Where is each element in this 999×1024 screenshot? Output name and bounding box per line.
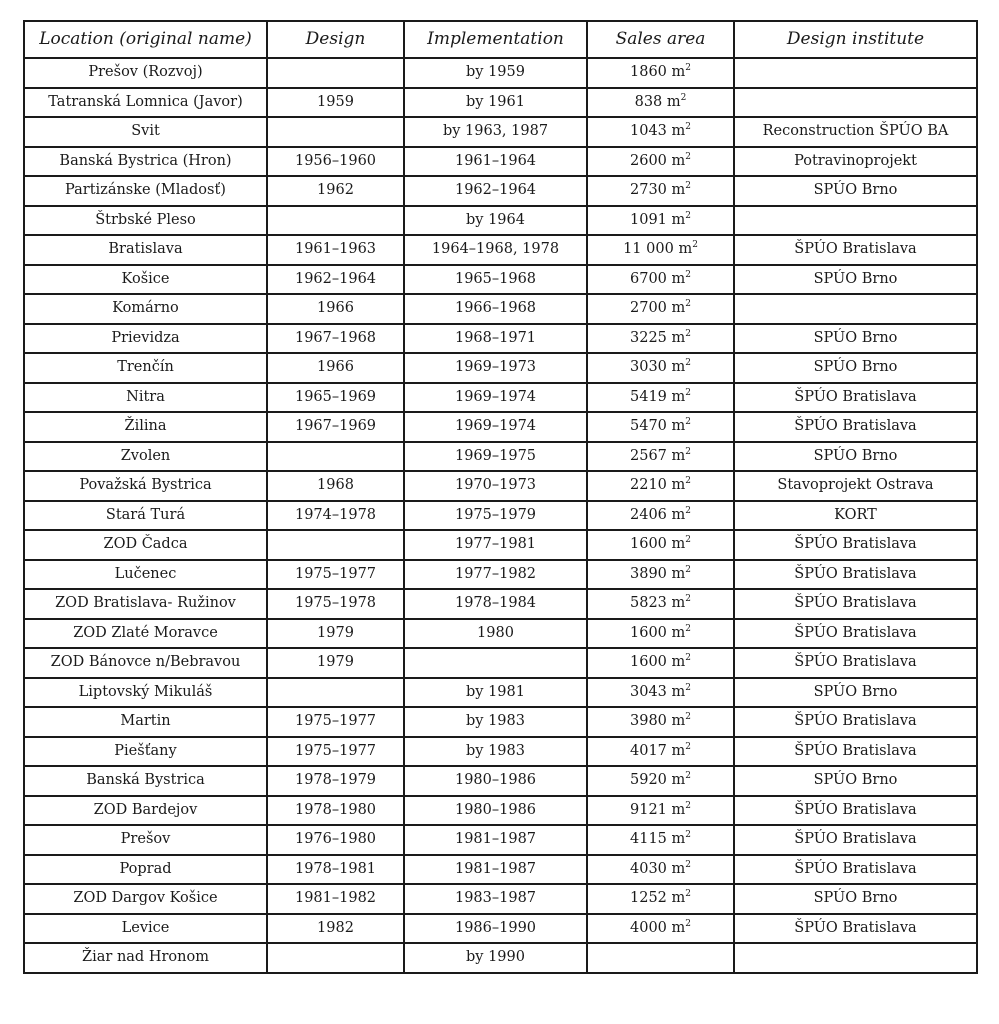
cell-design-institute: ŠPÚO Bratislava	[734, 855, 977, 885]
sales-area-value: 6700	[630, 270, 667, 287]
sales-area-unit-exponent: 2	[685, 535, 691, 546]
header-location: Location (original name)	[24, 21, 267, 58]
cell-sales-area	[587, 648, 734, 678]
sales-area-unit-exponent: 2	[685, 328, 691, 339]
cell-design: 1975–1977	[267, 560, 404, 590]
sales-area-value: 4000	[630, 919, 667, 936]
sales-area-unit: m	[671, 713, 686, 729]
cell-implementation: 1969–1974	[404, 412, 587, 442]
table-row	[24, 265, 977, 295]
cell-implementation: by 1983	[404, 707, 587, 737]
sales-area-unit-exponent: 2	[685, 210, 691, 221]
cell-design: 1959	[267, 88, 404, 118]
sales-area-unit-exponent: 2	[685, 387, 691, 398]
cell-location: Žiar nad Hronom	[24, 943, 267, 973]
sales-area-unit-exponent: 2	[685, 771, 691, 782]
cell-location: Prešov	[24, 825, 267, 855]
sales-area-value: 2600	[630, 152, 667, 169]
table-row	[24, 117, 977, 147]
table-row	[24, 766, 977, 796]
sales-area-value: 9121	[630, 801, 667, 818]
cell-design-institute: SPÚO Brno	[734, 176, 977, 206]
header-sales-area: Sales area	[587, 21, 734, 58]
cell-implementation: 1980–1986	[404, 796, 587, 826]
sales-area-value: 4017	[630, 742, 667, 759]
cell-design	[267, 442, 404, 472]
sales-area-value: 3225	[630, 329, 667, 346]
sales-area-value: 4115	[630, 831, 667, 847]
cell-implementation: by 1983	[404, 737, 587, 767]
cell-design-institute: ŠPÚO Bratislava	[734, 914, 977, 944]
cell-design-institute: ŠPÚO Bratislava	[734, 707, 977, 737]
cell-sales-area	[587, 294, 734, 324]
table-row	[24, 914, 977, 944]
sales-area-unit: m	[671, 270, 686, 287]
cell-sales-area	[587, 324, 734, 354]
table-row	[24, 737, 977, 767]
cell-sales-area	[587, 796, 734, 826]
cell-location: Piešťany	[24, 737, 267, 767]
table-row	[24, 796, 977, 826]
sales-area-unit: m	[671, 211, 686, 228]
sales-area-unit-exponent: 2	[685, 889, 691, 900]
sales-area-unit: m	[671, 624, 686, 641]
cell-design-institute: SPÚO Brno	[734, 766, 977, 796]
cell-implementation: 1968–1971	[404, 324, 587, 354]
sales-area-unit: m	[671, 300, 686, 316]
cell-sales-area	[587, 707, 734, 737]
sales-area-unit: m	[671, 654, 686, 670]
cell-design: 1975–1977	[267, 707, 404, 737]
cell-location: Žilina	[24, 412, 267, 442]
cell-implementation: 1969–1975	[404, 442, 587, 472]
sales-area-unit: m	[666, 93, 681, 110]
cell-design: 1981–1982	[267, 884, 404, 914]
sales-area-value: 3980	[630, 713, 667, 729]
department-stores-table	[23, 20, 978, 974]
cell-sales-area	[587, 412, 734, 442]
cell-design-institute: ŠPÚO Bratislava	[734, 412, 977, 442]
sales-area-value: 5823	[630, 595, 667, 611]
cell-location: Nitra	[24, 383, 267, 413]
sales-area-value: 3043	[630, 683, 667, 700]
cell-design-institute	[734, 88, 977, 118]
cell-location: Bratislava	[24, 235, 267, 265]
cell-implementation: 1969–1974	[404, 383, 587, 413]
table-row	[24, 412, 977, 442]
sales-area-unit-exponent: 2	[685, 417, 691, 428]
sales-area-value: 2700	[630, 300, 667, 316]
sales-area-unit: m	[671, 831, 686, 847]
cell-sales-area	[587, 206, 734, 236]
sales-area-value: 2406	[630, 506, 667, 523]
sales-area-unit-exponent: 2	[692, 240, 698, 251]
cell-design: 1962–1964	[267, 265, 404, 295]
cell-sales-area	[587, 117, 734, 147]
sales-area-unit-exponent: 2	[685, 859, 691, 870]
sales-area-unit-exponent: 2	[685, 682, 691, 693]
sales-area-value: 1091	[630, 211, 667, 228]
sales-area-unit-exponent: 2	[685, 800, 691, 811]
cell-location: Martin	[24, 707, 267, 737]
cell-sales-area	[587, 884, 734, 914]
cell-design: 1976–1980	[267, 825, 404, 855]
sales-area-unit: m	[671, 890, 686, 906]
table-row	[24, 353, 977, 383]
table-row	[24, 88, 977, 118]
sales-area-unit-exponent: 2	[685, 299, 691, 310]
cell-design: 1975–1978	[267, 589, 404, 619]
cell-implementation: 1970–1973	[404, 471, 587, 501]
cell-design-institute	[734, 943, 977, 973]
cell-implementation: 1977–1981	[404, 530, 587, 560]
sales-area-value: 2730	[630, 182, 667, 198]
sales-area-value: 4030	[630, 860, 667, 877]
cell-location: Lučenec	[24, 560, 267, 590]
cell-implementation: 1983–1987	[404, 884, 587, 914]
cell-design-institute: SPÚO Brno	[734, 353, 977, 383]
table-row	[24, 58, 977, 88]
table-row	[24, 530, 977, 560]
cell-sales-area	[587, 766, 734, 796]
sales-area-unit-exponent: 2	[685, 122, 691, 133]
cell-implementation: by 1981	[404, 678, 587, 708]
sales-area-value: 838	[634, 93, 663, 110]
sales-area-unit: m	[671, 595, 686, 611]
table-row	[24, 560, 977, 590]
sales-area-unit-exponent: 2	[680, 92, 687, 103]
sales-area-unit: m	[671, 536, 686, 552]
cell-design: 1967–1969	[267, 412, 404, 442]
cell-location: ZOD Dargov Košice	[24, 884, 267, 914]
cell-implementation: 1969–1973	[404, 353, 587, 383]
cell-location: Svit	[24, 117, 267, 147]
cell-sales-area	[587, 471, 734, 501]
cell-implementation: 1977–1982	[404, 560, 587, 590]
cell-sales-area	[587, 147, 734, 177]
cell-sales-area	[587, 353, 734, 383]
sales-area-value: 3030	[630, 359, 667, 375]
cell-sales-area	[587, 737, 734, 767]
cell-sales-area	[587, 678, 734, 708]
cell-design-institute: SPÚO Brno	[734, 442, 977, 472]
cell-sales-area	[587, 58, 734, 88]
cell-design: 1965–1969	[267, 383, 404, 413]
cell-design	[267, 58, 404, 88]
cell-design	[267, 678, 404, 708]
cell-implementation: 1966–1968	[404, 294, 587, 324]
sales-area-value: 1860	[630, 64, 667, 80]
sales-area-unit-exponent: 2	[685, 741, 691, 752]
cell-design: 1968	[267, 471, 404, 501]
sales-area-unit-exponent: 2	[685, 505, 691, 516]
header-implementation: Implementation	[404, 21, 587, 58]
cell-design-institute: Potravinoprojekt	[734, 147, 977, 177]
cell-sales-area	[587, 501, 734, 531]
cell-location: Košice	[24, 265, 267, 295]
sales-area-unit-exponent: 2	[685, 269, 691, 280]
sales-area-value: 1043	[630, 123, 667, 139]
cell-design-institute: ŠPÚO Bratislava	[734, 796, 977, 826]
table-row	[24, 324, 977, 354]
cell-location: Banská Bystrica (Hron)	[24, 147, 267, 177]
sales-area-value: 1600	[630, 624, 667, 641]
sales-area-unit-exponent: 2	[685, 151, 691, 162]
cell-sales-area	[587, 530, 734, 560]
cell-location: ZOD Zlaté Moravce	[24, 619, 267, 649]
sales-area-unit-exponent: 2	[685, 181, 691, 192]
sales-area-unit: m	[671, 772, 686, 788]
table-row	[24, 383, 977, 413]
sales-area-value: 11 000	[623, 241, 674, 257]
cell-implementation	[404, 648, 587, 678]
cell-sales-area	[587, 235, 734, 265]
table-row	[24, 206, 977, 236]
cell-design-institute: ŠPÚO Bratislava	[734, 648, 977, 678]
cell-location: Zvolen	[24, 442, 267, 472]
cell-design-institute	[734, 206, 977, 236]
cell-sales-area	[587, 825, 734, 855]
sales-area-unit-exponent: 2	[685, 358, 691, 369]
sales-area-unit-exponent: 2	[685, 830, 691, 841]
sales-area-unit: m	[671, 919, 686, 936]
header-design: Design	[267, 21, 404, 58]
cell-sales-area	[587, 589, 734, 619]
sales-area-unit: m	[671, 506, 686, 523]
cell-design: 1978–1980	[267, 796, 404, 826]
cell-design-institute: SPÚO Brno	[734, 884, 977, 914]
sales-area-unit: m	[671, 152, 686, 169]
cell-design: 1974–1978	[267, 501, 404, 531]
cell-location: ZOD Bratislava- Ružinov	[24, 589, 267, 619]
cell-design-institute: SPÚO Brno	[734, 265, 977, 295]
cell-location: ZOD Čadca	[24, 530, 267, 560]
cell-sales-area	[587, 619, 734, 649]
table-row	[24, 294, 977, 324]
table-body	[24, 58, 977, 973]
sales-area-unit-exponent: 2	[685, 476, 691, 487]
table-row	[24, 176, 977, 206]
header-row	[24, 21, 977, 58]
cell-location: Považská Bystrica	[24, 471, 267, 501]
cell-design: 1979	[267, 648, 404, 678]
cell-design	[267, 943, 404, 973]
sales-area-unit-exponent: 2	[685, 712, 691, 723]
cell-location: Prešov (Rozvoj)	[24, 58, 267, 88]
cell-design: 1966	[267, 353, 404, 383]
sales-area-unit: m	[671, 359, 686, 375]
sales-area-unit: m	[671, 329, 686, 346]
cell-implementation: by 1959	[404, 58, 587, 88]
sales-area-unit: m	[678, 241, 693, 257]
table-row	[24, 501, 977, 531]
cell-implementation: by 1990	[404, 943, 587, 973]
cell-implementation: 1961–1964	[404, 147, 587, 177]
cell-design-institute: ŠPÚO Bratislava	[734, 235, 977, 265]
cell-design-institute: SPÚO Brno	[734, 324, 977, 354]
cell-location: ZOD Bánovce n/Bebravou	[24, 648, 267, 678]
table-row	[24, 235, 977, 265]
cell-sales-area	[587, 176, 734, 206]
sales-area-unit-exponent: 2	[685, 564, 691, 575]
table-row	[24, 855, 977, 885]
cell-design: 1961–1963	[267, 235, 404, 265]
table-row	[24, 943, 977, 973]
sales-area-unit: m	[671, 565, 686, 582]
cell-sales-area	[587, 88, 734, 118]
cell-design-institute: ŠPÚO Bratislava	[734, 737, 977, 767]
table-row	[24, 884, 977, 914]
sales-area-unit: m	[671, 477, 686, 493]
cell-implementation: 1986–1990	[404, 914, 587, 944]
sales-area-unit-exponent: 2	[685, 918, 691, 929]
cell-implementation: by 1963, 1987	[404, 117, 587, 147]
cell-location: Poprad	[24, 855, 267, 885]
cell-location: Stará Turá	[24, 501, 267, 531]
sales-area-unit: m	[671, 742, 686, 759]
cell-design: 1967–1968	[267, 324, 404, 354]
cell-design-institute	[734, 58, 977, 88]
header-design-institute: Design institute	[734, 21, 977, 58]
cell-design: 1956–1960	[267, 147, 404, 177]
cell-sales-area	[587, 442, 734, 472]
cell-implementation: by 1964	[404, 206, 587, 236]
cell-sales-area	[587, 560, 734, 590]
sales-area-unit: m	[671, 388, 686, 405]
sales-area-unit: m	[671, 123, 686, 139]
cell-design	[267, 117, 404, 147]
sales-area-value: 3890	[630, 565, 667, 582]
cell-design: 1979	[267, 619, 404, 649]
table-container	[23, 20, 976, 974]
table-row	[24, 471, 977, 501]
sales-area-value: 1600	[630, 654, 667, 670]
cell-implementation: 1965–1968	[404, 265, 587, 295]
sales-area-value: 1252	[630, 890, 667, 906]
cell-design: 1978–1981	[267, 855, 404, 885]
sales-area-unit: m	[671, 182, 686, 198]
cell-design: 1975–1977	[267, 737, 404, 767]
sales-area-unit-exponent: 2	[685, 594, 691, 605]
cell-sales-area	[587, 383, 734, 413]
cell-design-institute: ŠPÚO Bratislava	[734, 383, 977, 413]
cell-sales-area	[587, 265, 734, 295]
sales-area-unit-exponent: 2	[685, 623, 691, 634]
sales-area-value: 5920	[630, 772, 667, 788]
cell-implementation: by 1961	[404, 88, 587, 118]
cell-design-institute: ŠPÚO Bratislava	[734, 825, 977, 855]
cell-design: 1966	[267, 294, 404, 324]
cell-design	[267, 206, 404, 236]
table-row	[24, 825, 977, 855]
cell-location: Partizánske (Mladosť)	[24, 176, 267, 206]
cell-design-institute	[734, 294, 977, 324]
table-row	[24, 648, 977, 678]
sales-area-unit: m	[671, 418, 686, 434]
cell-sales-area	[587, 943, 734, 973]
cell-location: Prievidza	[24, 324, 267, 354]
cell-implementation: 1962–1964	[404, 176, 587, 206]
cell-implementation: 1981–1987	[404, 855, 587, 885]
sales-area-value: 2567	[630, 447, 667, 464]
cell-design: 1962	[267, 176, 404, 206]
table-row	[24, 707, 977, 737]
cell-sales-area	[587, 914, 734, 944]
cell-location: Štrbské Pleso	[24, 206, 267, 236]
sales-area-value: 2210	[630, 477, 667, 493]
sales-area-unit: m	[671, 860, 686, 877]
cell-implementation: 1978–1984	[404, 589, 587, 619]
cell-location: Liptovský Mikuláš	[24, 678, 267, 708]
table-row	[24, 678, 977, 708]
cell-design-institute: ŠPÚO Bratislava	[734, 589, 977, 619]
sales-area-unit-exponent: 2	[685, 63, 691, 74]
cell-design-institute: Stavoprojekt Ostrava	[734, 471, 977, 501]
table-row	[24, 147, 977, 177]
cell-implementation: 1980	[404, 619, 587, 649]
cell-implementation: 1975–1979	[404, 501, 587, 531]
sales-area-value: 5470	[630, 418, 667, 434]
cell-design-institute: Reconstruction ŠPÚO BA	[734, 117, 977, 147]
cell-location: Levice	[24, 914, 267, 944]
cell-design-institute: ŠPÚO Bratislava	[734, 560, 977, 590]
cell-implementation: 1980–1986	[404, 766, 587, 796]
cell-design: 1978–1979	[267, 766, 404, 796]
sales-area-unit: m	[671, 683, 686, 700]
cell-design-institute: ŠPÚO Bratislava	[734, 530, 977, 560]
cell-location: ZOD Bardejov	[24, 796, 267, 826]
sales-area-unit-exponent: 2	[685, 653, 691, 664]
cell-implementation: 1981–1987	[404, 825, 587, 855]
cell-location: Banská Bystrica	[24, 766, 267, 796]
sales-area-value: 1600	[630, 536, 667, 552]
cell-location: Trenčín	[24, 353, 267, 383]
cell-implementation: 1964–1968, 1978	[404, 235, 587, 265]
cell-design: 1982	[267, 914, 404, 944]
sales-area-unit: m	[671, 64, 686, 80]
cell-design-institute: ŠPÚO Bratislava	[734, 619, 977, 649]
cell-design-institute: SPÚO Brno	[734, 678, 977, 708]
sales-area-unit: m	[671, 801, 686, 818]
cell-design	[267, 530, 404, 560]
sales-area-unit: m	[671, 447, 686, 464]
sales-area-unit-exponent: 2	[685, 446, 691, 457]
cell-location: Komárno	[24, 294, 267, 324]
sales-area-value: 5419	[630, 388, 667, 405]
table-row	[24, 442, 977, 472]
cell-location: Tatranská Lomnica (Javor)	[24, 88, 267, 118]
cell-design-institute: KORT	[734, 501, 977, 531]
cell-sales-area	[587, 855, 734, 885]
table-row	[24, 589, 977, 619]
table-row	[24, 619, 977, 649]
